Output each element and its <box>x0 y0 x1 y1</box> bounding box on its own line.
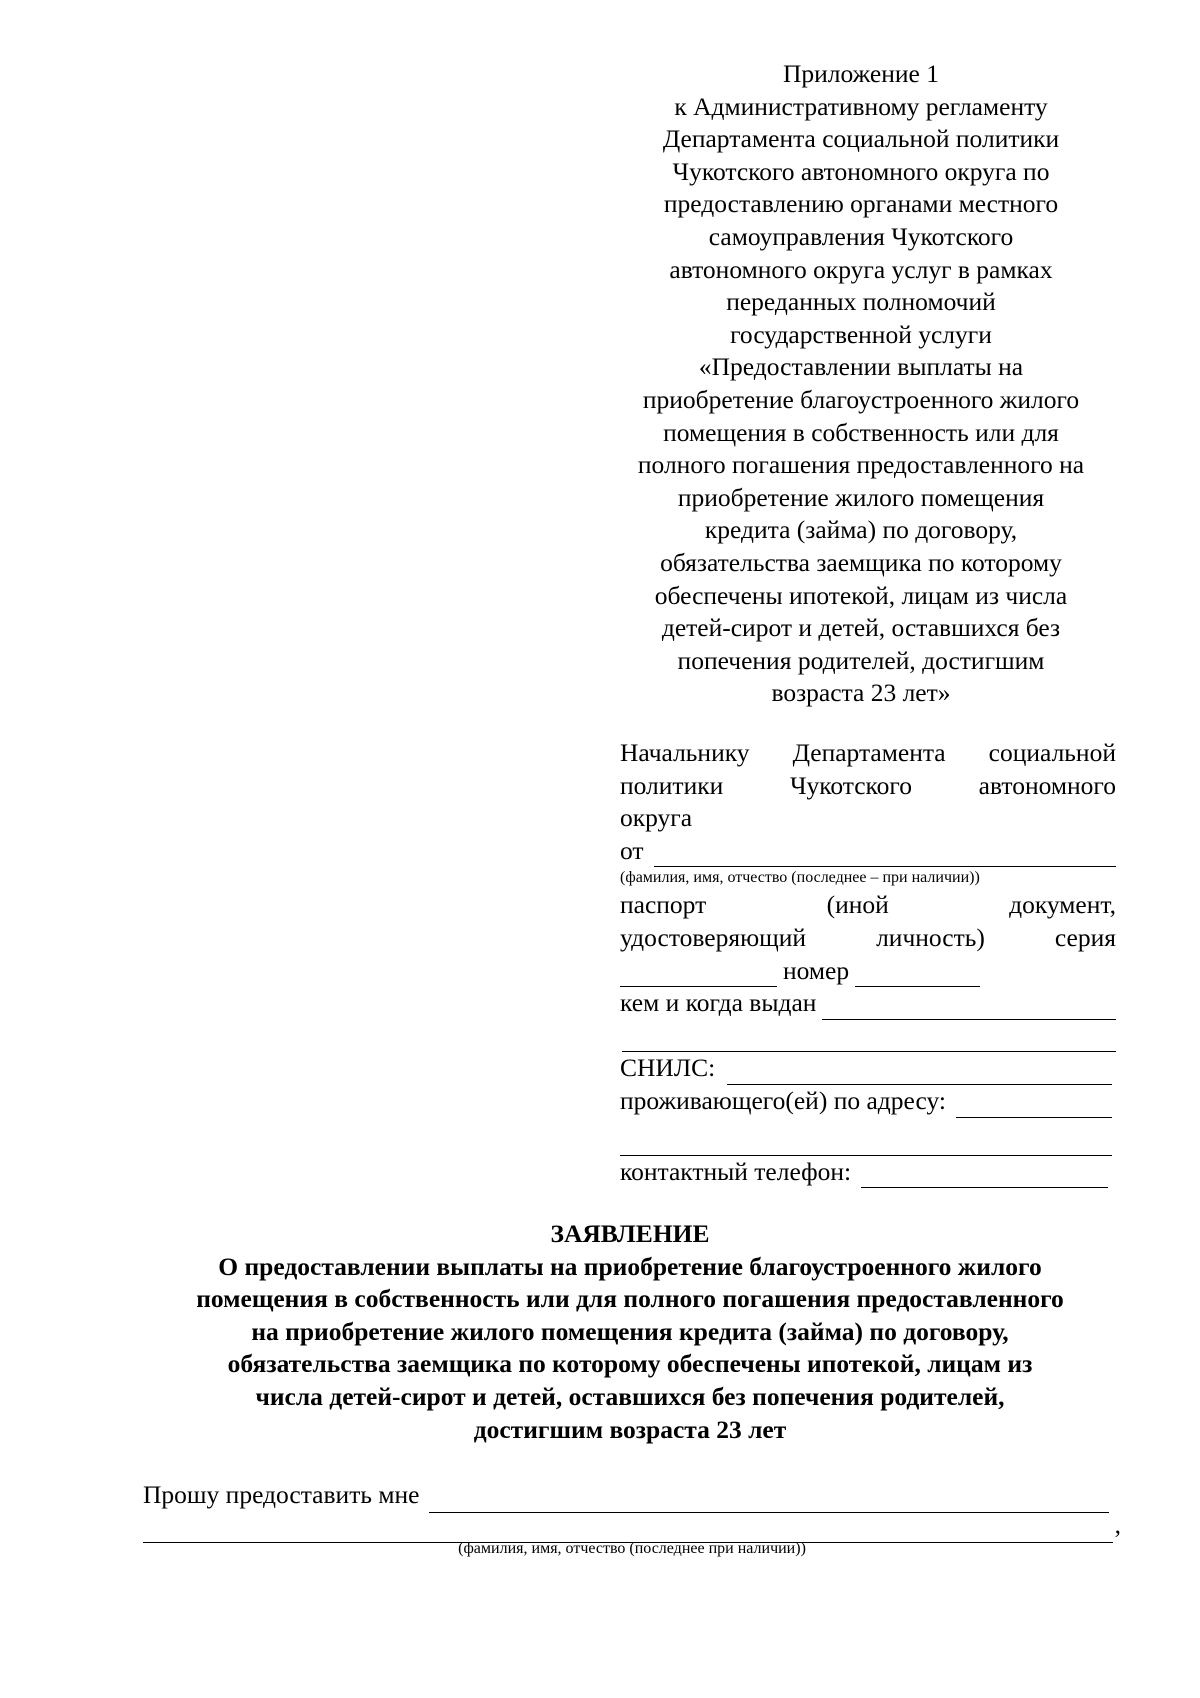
passport-word: серия <box>1054 922 1116 952</box>
appendix-line: возраста 23 лет» <box>771 678 951 708</box>
addressee-line <box>620 737 1116 770</box>
series-number-row <box>620 955 1116 988</box>
appendix-line: «Предоставлении выплаты на <box>698 352 1024 382</box>
request-fio-caption: (фамилия, имя, отчество (последнее при наличии)) <box>458 1540 806 1557</box>
from-label: от <box>620 835 644 865</box>
addressee-word: социальной <box>988 738 1116 767</box>
appendix-line: предоставлению органами местного <box>663 189 1059 219</box>
phone-field[interactable] <box>861 1163 1108 1188</box>
address-row <box>620 1085 1116 1118</box>
statement-subject-line: помещения в собственность или для полного погашения предоставленного <box>196 1284 1064 1314</box>
statement-subject-line: на приобретение жилого помещения кредита (займа) по договору, <box>251 1316 1009 1346</box>
appendix-line: Департамента социальной политики <box>662 124 1060 154</box>
appendix-line: к Административному регламенту <box>674 91 1048 121</box>
addressee-word: Начальнику <box>620 738 750 767</box>
passport-line <box>620 889 1116 922</box>
snils-field[interactable] <box>727 1060 1112 1085</box>
statement-subject-line: О предоставлении выплаты на приобретение благоустроенного жилого <box>218 1251 1042 1281</box>
statement-title <box>110 1218 1150 1446</box>
appendix-line: государственной услуги <box>730 319 992 349</box>
statement-subject-line: достигшим возраста 23 лет <box>473 1414 787 1444</box>
issued-label: кем и когда выдан <box>620 988 817 1018</box>
address-field[interactable] <box>956 1093 1112 1118</box>
request-name-field[interactable] <box>429 1488 1109 1513</box>
appendix-line: автономного округа услуг в рамках <box>669 254 1053 284</box>
appendix-line: полного погашения предоставленного на <box>637 450 1085 480</box>
statement-subject-line: числа детей-сирот и детей, оставшихся без попечения родителей, <box>255 1381 1005 1411</box>
addressee-line: округа <box>620 803 693 833</box>
appendix-line: детей-сирот и детей, оставшихся без <box>661 613 1061 643</box>
issued-row <box>620 987 1116 1020</box>
request-label: Прошу предоставить мне <box>143 1480 420 1509</box>
issued-by-field-continuation[interactable] <box>622 1027 1116 1052</box>
phone-row <box>620 1156 1116 1189</box>
appendix-line: кредита (займа) по договору, <box>704 515 1018 545</box>
addressee-word: Департамента <box>792 738 946 767</box>
snils-label: СНИЛС: <box>620 1053 716 1083</box>
issued-row-continuation <box>620 1020 1116 1053</box>
address-label: проживающего(ей) по адресу: <box>620 1085 946 1115</box>
addressee-block <box>620 737 1116 1188</box>
request-comma: , <box>1114 1510 1121 1539</box>
addressee-line <box>620 770 1116 803</box>
request-block <box>143 1477 1121 1543</box>
appendix-line: переданных полномочий <box>726 287 996 317</box>
appendix-header <box>612 58 1110 710</box>
appendix-line: помещения в собственность или для <box>663 417 1059 447</box>
passport-line <box>620 922 1116 955</box>
appendix-line: приобретение благоустроенного жилого <box>642 384 1080 414</box>
from-row <box>620 835 1116 868</box>
passport-number-field[interactable] <box>855 962 980 987</box>
appendix-line: Чукотского автономного округа по <box>672 156 1050 186</box>
passport-word: документ, <box>1009 890 1116 920</box>
statement-heading: ЗАЯВЛЕНИЕ <box>550 1219 710 1248</box>
issued-by-field[interactable] <box>822 995 1116 1020</box>
statement-subject-line: обязательства заемщика по которому обеспечены ипотекой, лицам из <box>227 1349 1033 1379</box>
appendix-line: Приложение 1 <box>783 59 939 88</box>
appendix-line: самоуправления Чукотского <box>708 221 1014 251</box>
address-row-continuation <box>620 1118 1116 1156</box>
appendix-line: попечения родителей, достигшим <box>677 645 1045 675</box>
passport-word: (иной <box>826 890 889 920</box>
phone-label: контактный телефон: <box>620 1156 852 1186</box>
passport-word: удостоверяющий <box>620 922 807 952</box>
addressee-word: политики <box>620 770 724 800</box>
applicant-name-field[interactable] <box>654 842 1116 867</box>
snils-row <box>620 1052 1116 1085</box>
passport-series-field[interactable] <box>620 962 777 987</box>
passport-word: личность) <box>876 922 985 952</box>
passport-word: паспорт <box>620 890 707 920</box>
fio-caption: (фамилия, имя, отчество (последнее – при наличии)) <box>620 869 980 887</box>
appendix-line: приобретение жилого помещения <box>677 482 1045 512</box>
address-field-continuation[interactable] <box>620 1131 1112 1156</box>
appendix-line: обеспечены ипотекой, лицам из числа <box>654 580 1068 610</box>
addressee-word: автономного <box>978 770 1116 800</box>
addressee-word: Чукотского <box>789 770 912 800</box>
request-row <box>143 1477 1121 1513</box>
appendix-line: обязательства заемщика по которому <box>660 547 1062 577</box>
number-label: номер <box>783 955 850 985</box>
